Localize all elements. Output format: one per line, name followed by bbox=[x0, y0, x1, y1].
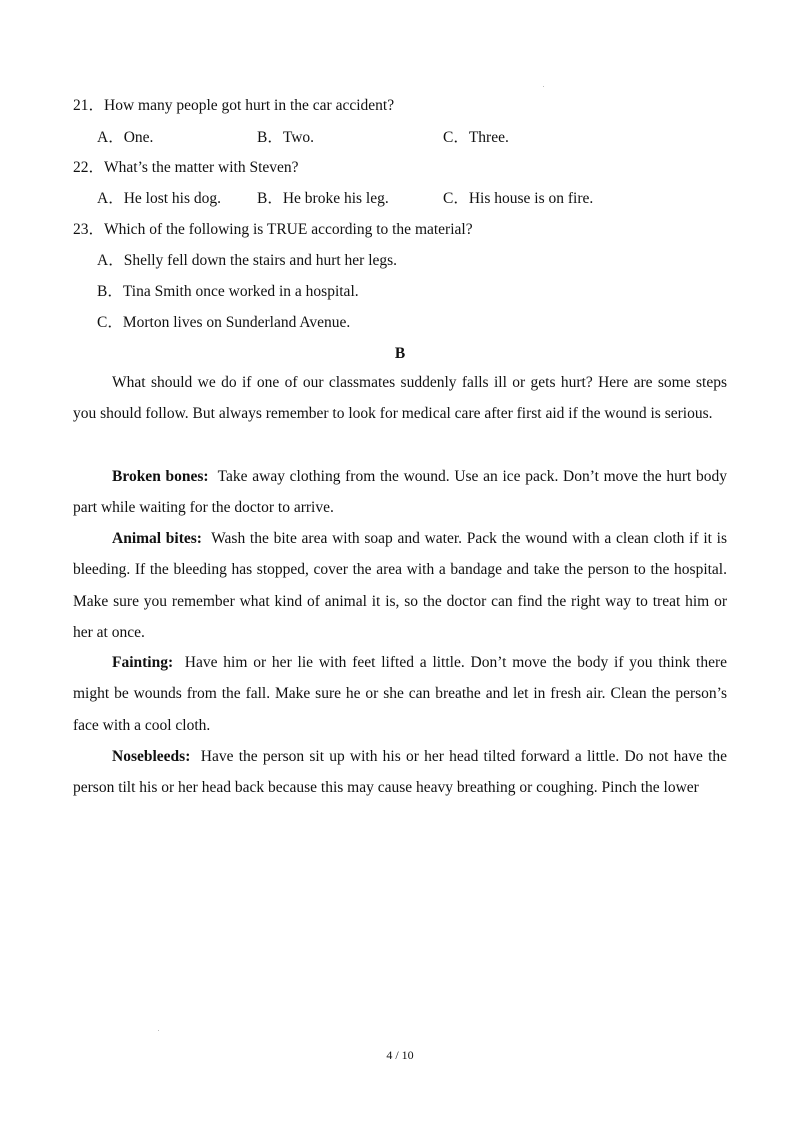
question-21-option-c: C．Three. bbox=[443, 129, 509, 146]
question-21-option-b: B．Two. bbox=[257, 129, 315, 146]
first-aid-animal-bites bbox=[73, 523, 727, 648]
section-intro: What should we do if one of our classmates suddenly falls ill or gets hurt? Here are some steps you should follow. But always remember to look for medical care after first aid if the wound is serious. bbox=[73, 374, 727, 423]
question-21-options bbox=[97, 128, 737, 148]
first-aid-heading: Broken bones: bbox=[112, 468, 209, 485]
question-23-stem: 23．Which of the following is TRUE according to the material? bbox=[73, 221, 473, 238]
question-23-option-b: B．Tina Smith once worked in a hospital. bbox=[97, 283, 359, 300]
first-aid-heading: Animal bites: bbox=[112, 530, 202, 547]
question-21-option-a: A．One. bbox=[97, 129, 154, 146]
question-21-stem: 21．How many people got hurt in the car accident? bbox=[73, 97, 395, 114]
first-aid-text: Have the person sit up with his or her head tilted forward a little. Do not have the person tilt his or her head back because this may cause heavy breathing or coughing. Pinch the lower bbox=[73, 748, 728, 797]
first-aid-heading: Fainting: bbox=[112, 654, 174, 671]
scan-speck bbox=[158, 1030, 159, 1031]
first-aid-heading: Nosebleeds: bbox=[112, 748, 191, 765]
first-aid-broken-bones bbox=[73, 461, 727, 524]
first-aid-text: Have him or her lie with feet lifted a little. Don’t move the body if you think there might be wounds from the fall. Make sure he or she can breathe and let in fresh air. Clean the person’s face with a cool cloth. bbox=[73, 654, 728, 734]
question-22-option-c: C．His house is on fire. bbox=[443, 190, 594, 207]
first-aid-fainting bbox=[73, 647, 727, 741]
question-22-option-a: A．He lost his dog. bbox=[97, 190, 222, 207]
question-23-option-c: C．Morton lives on Sunderland Avenue. bbox=[97, 314, 351, 331]
first-aid-text: Wash the bite area with soap and water. Pack the wound with a clean cloth if it is bleeding. If the bleeding has stopped, cover the area with a bandage and take the person to the hospital. Make sure you remember what kind of animal it is, so the doctor can find the right way to treat him or her at once. bbox=[73, 530, 728, 641]
page-number: 4 / 10 bbox=[386, 1048, 414, 1062]
question-23-option-a: A．Shelly fell down the stairs and hurt her legs. bbox=[97, 252, 398, 269]
question-22-stem: 22．What’s the matter with Steven? bbox=[73, 159, 299, 176]
question-22-option-b: B．He broke his leg. bbox=[257, 190, 389, 207]
first-aid-nosebleeds bbox=[73, 741, 727, 804]
scan-speck bbox=[543, 86, 544, 87]
section-title: B bbox=[394, 345, 406, 362]
question-22-options bbox=[97, 189, 737, 209]
first-aid-text: Take away clothing from the wound. Use an ice pack. Don’t move the hurt body part while waiting for the doctor to arrive. bbox=[73, 468, 727, 517]
